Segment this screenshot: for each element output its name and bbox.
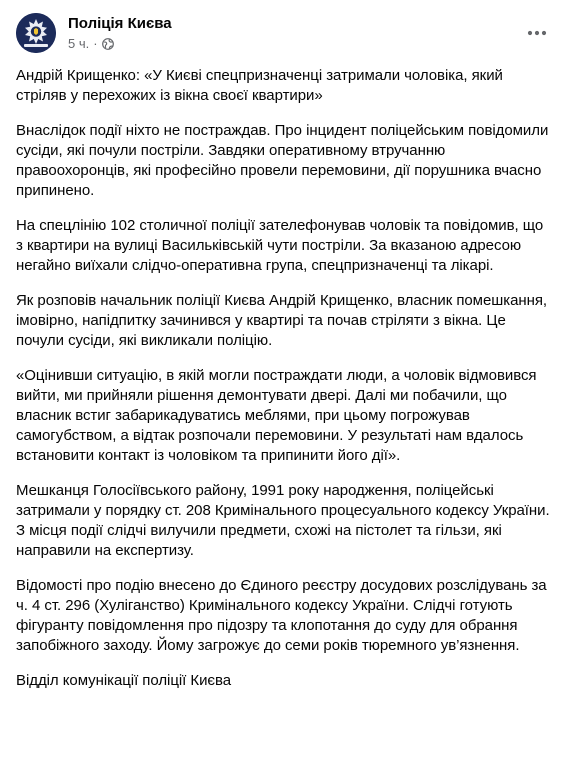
more-options-icon [527, 30, 547, 36]
police-badge-logo [16, 13, 56, 53]
meta-separator: · [93, 36, 98, 51]
post-paragraph: Як розповів начальник поліції Києва Андрій Крищенко, власник помешкання, імовірно, напідпитку зачинився у квартирі та почав стріляти з вікна. Це почули сусіди, які викликали поліцію. [16, 292, 548, 349]
post-paragraph-quote: «Оцінивши ситуацію, в якій могли постраждати люди, а чоловік відмовився вийти, ми прийняли рішення демонтувати двері. Далі ми побачили, що власник встиг забарикадуватись меблями, при цьому погрожував самогубством, а відтак розпочали перемовини. У результаті нам вдалось встановити контакт із чоловіком та припинити його дії». [16, 367, 537, 464]
page-avatar[interactable] [16, 13, 56, 53]
post-paragraph: Внаслідок події ніхто не постраждав. Про інцидент поліцейським повідомили сусіди, які почули постріли. Завдяки оперативному втручанню правоохоронців, які професійно провели перемовини, дії порушника вчасно припинено. [16, 122, 549, 199]
post-paragraph: На спецлінію 102 столичної поліції зателефонував чоловік та повідомив, що з квартири на вулиці Васильківській чути постріли. За вказаною адресою негайно виїхали слідчо-оперативна група, спецпризначенці та лікарі. [16, 217, 544, 274]
post-signature: Відділ комунікації поліції Києва [16, 672, 232, 689]
post-paragraph-headline: Андрій Крищенко: «У Києві спецпризначенці затримали чоловіка, який стріляв у перехожих із вікна своєї квартири» [16, 67, 503, 104]
post-text [16, 66, 551, 706]
post-paragraph: Відомості про подію внесено до Єдиного реєстру досудових розслідувань за ч. 4 ст. 296 (Хуліганство) Кримінального кодексу України. Слідчі готують фігуранту повідомлення про підозру та клопотання до суду для обрання запобіжного заходу. Йому загрожує до семи років тюремного ув’язнення. [16, 577, 547, 654]
post-header [16, 12, 549, 54]
post-paragraph: Мешканця Голосіївського району, 1991 року народження, поліцейські затримали у порядку ст. 208 Кримінального процесуального кодексу України. З місця події слідчі вилучили предмети, схожі на пістолет та гільзи, які направили на експертизу. [16, 482, 550, 559]
post-header-text [68, 14, 172, 52]
globe-icon[interactable] [102, 38, 114, 50]
post-meta [68, 36, 172, 52]
page-name-link[interactable]: Поліція Києва [68, 15, 172, 32]
post-timestamp[interactable]: 5 ч. [68, 36, 90, 51]
more-options-button[interactable] [519, 15, 555, 51]
